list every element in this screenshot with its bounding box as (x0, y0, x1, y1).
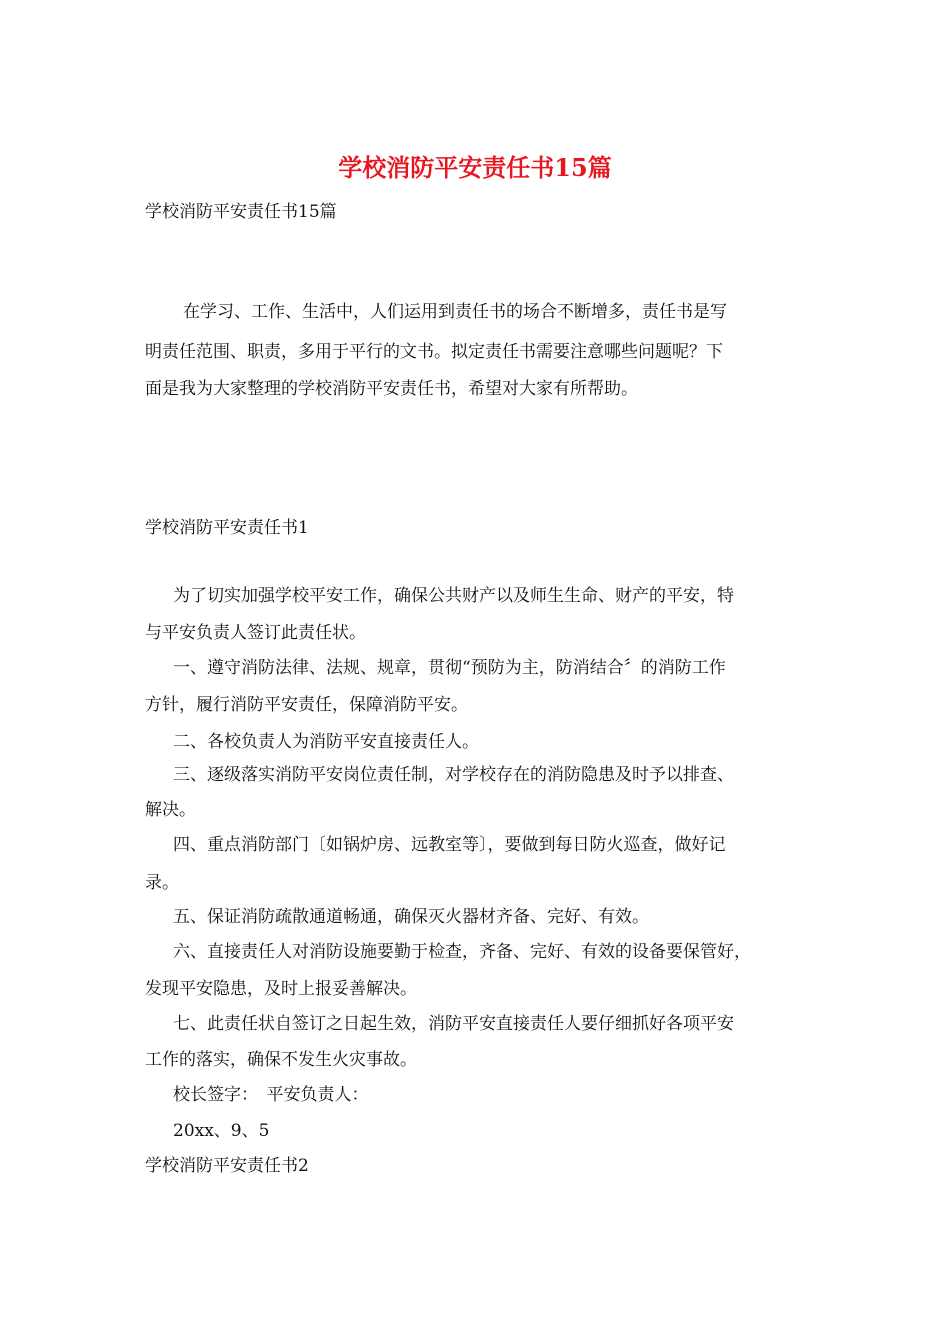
document-title: 学校消防平安责任书15篇 (338, 153, 612, 182)
section-1-heading: 学校消防平安责任书1 (145, 518, 309, 538)
section-1-line-5: 二、各校负责人为消防平安直接责任人。 (173, 732, 479, 752)
intro-line-1: 在学习、工作、生活中，人们运用到责任书的场合不断增多，责任书是写 (183, 302, 727, 322)
section-1-line-10: 五、保证消防疏散通道畅通，确保灭火器材齐备、完好、有效。 (173, 907, 649, 927)
section-1-line-12: 发现平安隐患，及时上报妥善解决。 (145, 979, 417, 999)
intro-line-3: 面是我为大家整理的学校消防平安责任书，希望对大家有所帮助。 (145, 379, 638, 399)
section-1-line-4: 方针，履行消防平安责任，保障消防平安。 (145, 695, 468, 715)
section-1-line-11: 六、直接责任人对消防设施要勤于检查，齐备、完好、有效的设备要保管好， (173, 942, 751, 962)
document-subtitle: 学校消防平安责任书15篇 (145, 202, 337, 222)
date-line: 20xx、9、5 (173, 1121, 270, 1141)
signature-line: 校长签字： 平安负责人： (173, 1085, 369, 1105)
section-1-line-6: 三、逐级落实消防平安岗位责任制，对学校存在的消防隐患及时予以排查、 (173, 765, 734, 785)
section-1-line-13: 七、此责任状自签订之日起生效，消防平安直接责任人要仔细抓好各项平安 (173, 1014, 734, 1034)
section-1-line-1: 为了切实加强学校平安工作，确保公共财产以及师生生命、财产的平安，特 (173, 586, 734, 606)
intro-line-2: 明责任范围、职责，多用于平行的文书。拟定责任书需要注意哪些问题呢？下 (145, 342, 723, 362)
section-1-line-8: 四、重点消防部门〔如锅炉房、远教室等〕，要做到每日防火巡查，做好记 (173, 835, 726, 855)
section-1-line-2: 与平安负责人签订此责任状。 (145, 623, 366, 643)
section-2-heading: 学校消防平安责任书2 (145, 1156, 309, 1176)
section-1-line-9: 录。 (145, 873, 179, 893)
section-1-line-14: 工作的落实，确保不发生火灾事故。 (145, 1050, 417, 1070)
section-1-line-7: 解决。 (145, 800, 196, 820)
section-1-line-3: 一、遵守消防法律、法规、规章，贯彻“预防为主，防消结合〞的消防工作 (173, 658, 726, 678)
